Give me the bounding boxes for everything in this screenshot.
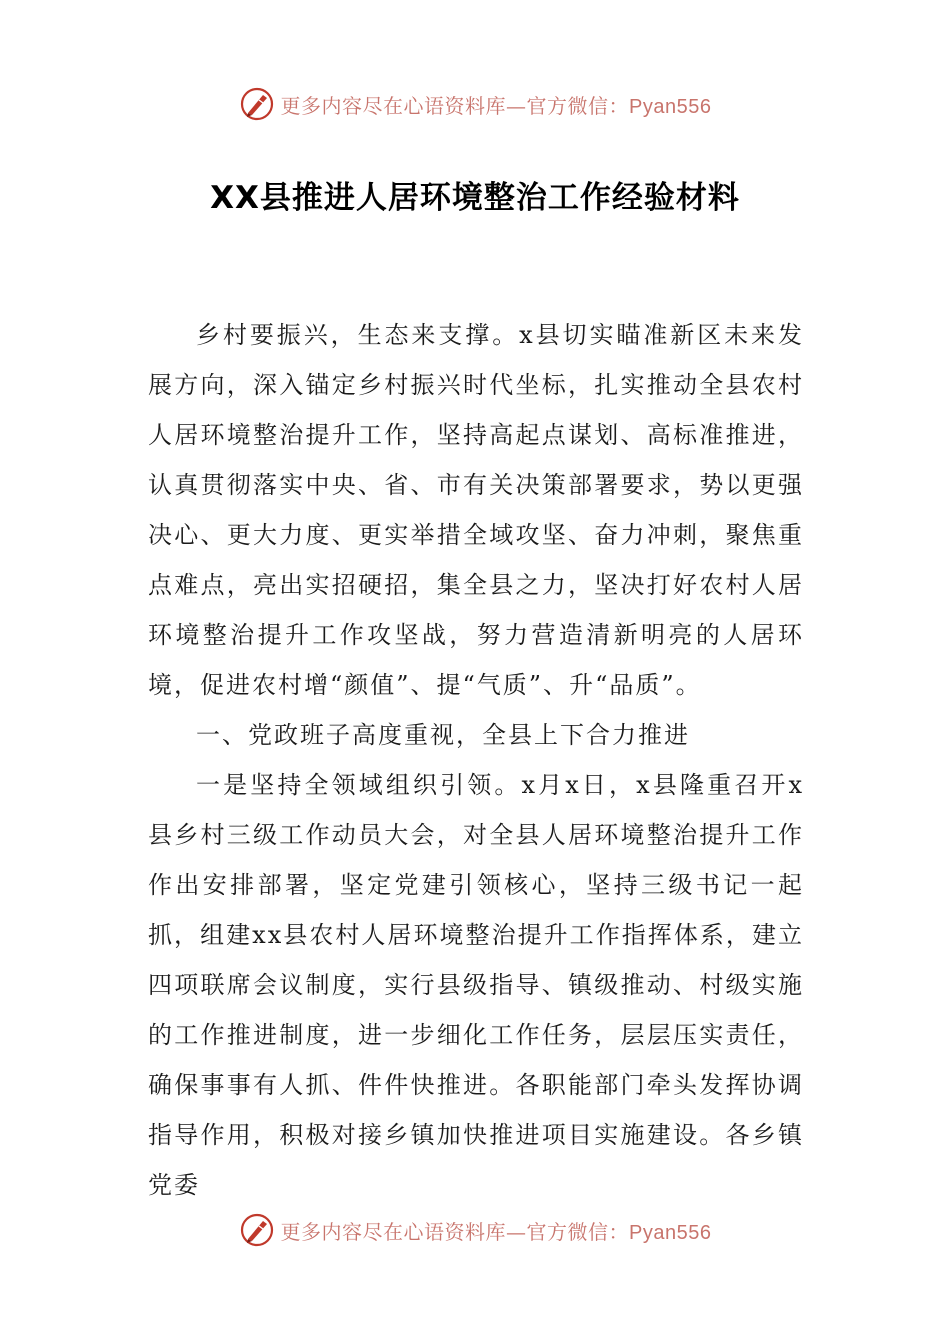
document-title: XX县推进人居环境整治工作经验材料 xyxy=(210,180,740,216)
watermark-text xyxy=(281,90,712,119)
document-body xyxy=(148,310,804,1210)
pen-logo-icon xyxy=(239,1212,275,1248)
watermark-banner-top xyxy=(0,84,950,124)
watermark-content xyxy=(239,1212,712,1248)
intro-paragraph: 乡村要振兴，生态来支撑。x县切实瞄准新区未来发展方向，深入锚定乡村振兴时代坐标，扎实推动全县农村人居环境整治提升工作，坚持高起点谋划、高标准推进，认真贯彻落实中央、省、市有关决策部署要求，势以更强决心、更大力度、更实举措全域攻坚、奋力冲刺，聚焦重点难点，亮出实招硬招，集全县之力，坚决打好农村人居环境整治提升工作攻坚战，努力营造清新明亮的人居环境，促进农村增“颜值”、提“气质”、升“品质”。 xyxy=(148,321,804,699)
pen-logo-icon xyxy=(239,86,275,122)
body-paragraph: 一是坚持全领域组织引领。x月x日，x县隆重召开x县乡村三级工作动员大会，对全县人居环境整治提升工作作出安排部署，坚定党建引领核心，坚持三级书记一起抓，组建xx县农村人居环境整治提升工作指挥体系，建立四项联席会议制度，实行县级指导、镇级推动、村级实施的工作推进制度，进一步细化工作任务，层层压实责任，确保事事有人抓、件件快推进。各职能部门牵头发挥协调指导作用，积极对接乡镇加快推进项目实施建设。各乡镇党委 xyxy=(148,771,804,1199)
watermark-wechat-id: Pyan556 xyxy=(629,95,712,118)
section-heading: 一、党政班子高度重视，全县上下合力推进 xyxy=(196,721,690,749)
watermark-content xyxy=(239,86,712,122)
watermark-label: 更多内容尽在心语资料库—官方微信： xyxy=(280,1219,630,1244)
watermark-wechat-id: Pyan556 xyxy=(629,1221,712,1244)
watermark-label: 更多内容尽在心语资料库—官方微信： xyxy=(280,93,630,118)
watermark-text xyxy=(281,1216,712,1245)
watermark-banner-bottom xyxy=(0,1210,950,1250)
